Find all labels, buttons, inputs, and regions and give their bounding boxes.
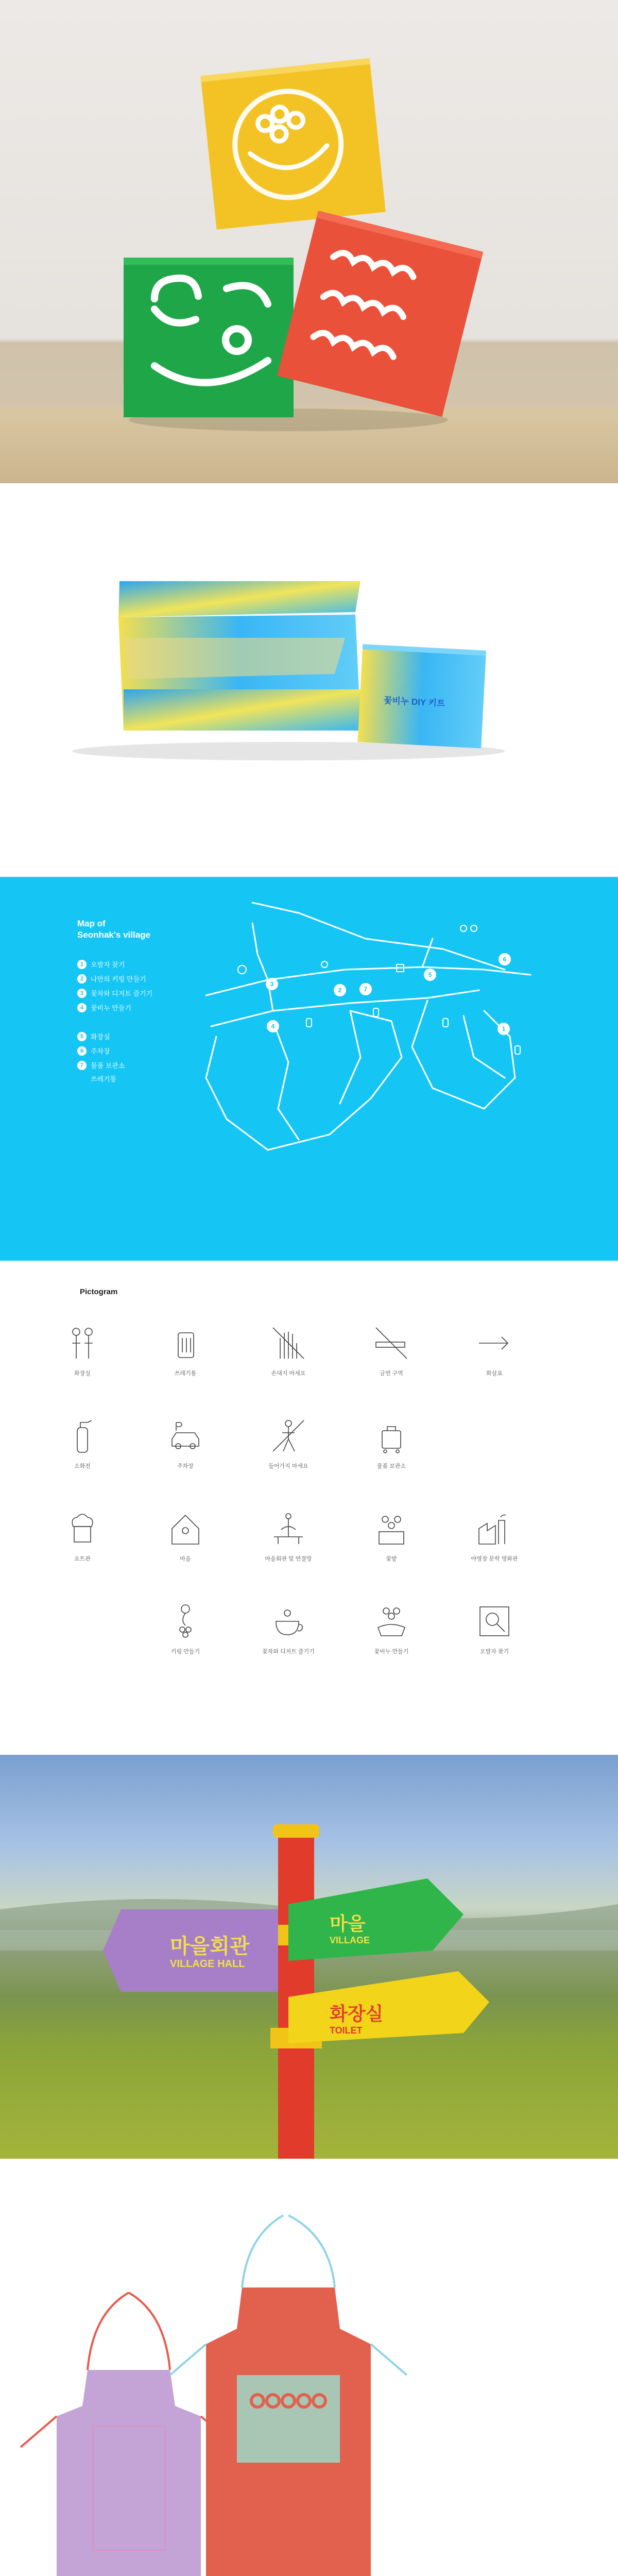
map-icon <box>515 1046 520 1054</box>
pictogram-label: 마을 <box>180 1556 191 1562</box>
sign3-english: TOILET <box>330 2025 363 2036</box>
pictogram-village <box>144 1508 227 1570</box>
pole-cap <box>273 1824 319 1838</box>
legend-number: 7 <box>77 1061 87 1070</box>
sign2-english: VILLAGE <box>330 1935 370 1945</box>
map-marker <box>334 984 346 996</box>
marker-label: 1 <box>502 1025 506 1032</box>
sign-toilet <box>288 1971 489 2043</box>
pictogram-flower-soap <box>350 1601 433 1663</box>
flower-field-icon <box>371 1508 412 1549</box>
legend-number: 6 <box>77 1046 87 1056</box>
map-icon <box>306 1019 312 1027</box>
pictogram-label: 키링 만들기 <box>170 1649 200 1655</box>
map-icon <box>238 965 246 974</box>
map-marker <box>359 983 372 995</box>
pictogram-label: 요트관 <box>74 1556 91 1562</box>
marker-label: 4 <box>271 1023 275 1030</box>
map-title-line1: Map of <box>77 919 106 928</box>
sign2-korean: 마을 <box>330 1913 366 1934</box>
map-title-line2: Seonhak's village <box>77 930 150 940</box>
legend-label: 화장실 <box>91 1033 110 1041</box>
village-hall-icon <box>268 1508 309 1549</box>
pictogram-trash <box>144 1323 227 1384</box>
legend-sub-label: 쓰레기통 <box>91 1075 117 1083</box>
pictogram-restroom <box>41 1323 124 1384</box>
flower-tea-icon <box>268 1601 309 1642</box>
purple-apron <box>21 2293 237 2576</box>
marker-label: 2 <box>338 987 342 994</box>
legend-item <box>77 1060 125 1070</box>
legend-item <box>77 1003 131 1012</box>
fire-extinguisher-icon <box>62 1415 103 1456</box>
legend-label: 꽃비누 만들기 <box>91 1004 131 1012</box>
pictogram-fire-extinguisher <box>41 1415 124 1477</box>
map-road <box>211 990 479 1026</box>
legend-label: 꽃차와 디저트 즐기기 <box>91 990 153 997</box>
marker-label: 6 <box>503 956 507 963</box>
map-field <box>273 1021 299 1140</box>
map-icon <box>471 925 477 931</box>
legend-number: 5 <box>77 1032 87 1041</box>
legend-number: 3 <box>77 989 87 998</box>
marker-label: 3 <box>270 980 274 988</box>
legend-item <box>77 1031 110 1041</box>
legend-label: 주차장 <box>91 1047 110 1055</box>
pictogram-factory <box>453 1508 536 1570</box>
map-field <box>340 1011 360 1104</box>
hero-boxes-section <box>0 0 618 483</box>
yellow-box <box>200 58 386 230</box>
pictogram-label: 화장실 <box>74 1370 91 1377</box>
pictogram-flower-tea <box>247 1601 330 1663</box>
trash-icon <box>165 1323 206 1364</box>
arrow-icon <box>474 1323 515 1364</box>
pictogram-chef <box>41 1508 124 1570</box>
map-road <box>422 939 433 967</box>
pictogram-label: 오발자 찾기 <box>479 1649 509 1655</box>
sign1-korean: 마을회관 <box>170 1935 250 1958</box>
luggage-icon <box>371 1415 412 1456</box>
village-map-section <box>0 877 618 1261</box>
map-marker <box>497 1023 510 1035</box>
pictogram-label: 금연 구역 <box>380 1370 403 1377</box>
pictogram-heading: Pictogram <box>80 1287 118 1296</box>
keyring-icon <box>165 1601 206 1642</box>
sign1-english: VILLAGE HALL <box>170 1958 245 1970</box>
pictogram-no-entry <box>247 1415 330 1477</box>
pictogram-luggage <box>350 1415 433 1477</box>
pictogram-label: 물품 보관소 <box>376 1463 406 1469</box>
pictogram-village-hall <box>247 1508 330 1570</box>
map-icon <box>443 1019 448 1027</box>
pictogram-label: 마을회관 및 연결망 <box>265 1556 312 1562</box>
map-marker <box>499 953 511 965</box>
pictogram-label: 들어가지 마세요 <box>268 1463 308 1469</box>
village-map <box>196 892 566 1181</box>
map-marker <box>267 1020 279 1032</box>
legend-label: 오발자 찾기 <box>91 961 125 969</box>
map-road <box>252 923 273 1011</box>
legend-number: 2 <box>77 974 87 984</box>
legend-item <box>77 988 152 998</box>
pictogram-arrow <box>453 1323 536 1384</box>
pictogram-section <box>0 1261 618 1755</box>
pictogram-label: 꽃차와 디저트 즐기기 <box>262 1649 315 1655</box>
pictogram-label: 쓰레기통 <box>174 1370 197 1377</box>
factory-icon <box>474 1508 515 1549</box>
no-touch-icon <box>268 1323 309 1364</box>
pictogram-flower-field <box>350 1508 433 1570</box>
legend-number: 1 <box>77 960 87 969</box>
sign3-korean: 화장실 <box>330 2003 384 2024</box>
flower-soap-icon <box>371 1601 412 1642</box>
marker-label: 7 <box>364 986 368 993</box>
green-box <box>124 258 294 417</box>
mailer-box-section <box>0 483 618 877</box>
stacked-boxes-illustration <box>0 0 618 483</box>
pictogram-label: 야영장 문학 영화관 <box>471 1556 518 1562</box>
legend-item <box>77 1046 110 1056</box>
map-title <box>77 918 150 941</box>
signpost-illustration <box>0 1755 618 2159</box>
map-icon <box>373 1008 379 1016</box>
magnifier-icon <box>474 1601 515 1642</box>
map-marker <box>424 969 436 981</box>
pictogram-label: 주차장 <box>177 1463 194 1469</box>
legend-label: 나만의 키링 만들기 <box>91 975 146 983</box>
no-entry-icon <box>268 1415 309 1456</box>
legend-item <box>77 959 125 969</box>
pictogram-label: 손대지 마세요 <box>271 1370 306 1377</box>
pictogram-label: 소화전 <box>74 1463 91 1469</box>
legend-number: 4 <box>77 1003 87 1012</box>
no-smoking-icon <box>371 1323 412 1364</box>
chef-icon <box>62 1508 103 1549</box>
gradient-mailer-box <box>0 483 618 877</box>
mailer-box-text: 꽃비누 DIY 키트 <box>383 695 445 709</box>
pictogram-label: 화살표 <box>486 1370 503 1377</box>
pictogram-parking <box>144 1415 227 1477</box>
pictogram-magnifier <box>453 1601 536 1663</box>
pictogram-no-smoking <box>350 1323 433 1384</box>
map-field <box>206 1011 402 1150</box>
red-box <box>277 211 483 417</box>
map-marker <box>266 978 278 990</box>
map-icon <box>460 925 467 931</box>
pictogram-label: 꽃밭 <box>386 1556 397 1562</box>
pictogram-no-touch <box>247 1323 330 1384</box>
legend-item <box>77 974 146 984</box>
pictogram-keyring <box>144 1601 227 1663</box>
parking-icon <box>165 1415 206 1456</box>
map-road <box>252 903 505 970</box>
red-apron <box>170 2215 407 2576</box>
pictogram-label: 꽃비누 만들기 <box>374 1649 409 1655</box>
map-icon <box>321 961 328 968</box>
signpost-section <box>0 1755 618 2159</box>
marker-label: 5 <box>428 971 432 978</box>
restroom-icon <box>62 1323 103 1364</box>
apron-boots-illustration <box>0 2159 618 2576</box>
apron-boots-section <box>0 2159 618 2576</box>
legend-label: 물품 보관소 <box>91 1062 125 1070</box>
village-icon <box>165 1508 206 1549</box>
